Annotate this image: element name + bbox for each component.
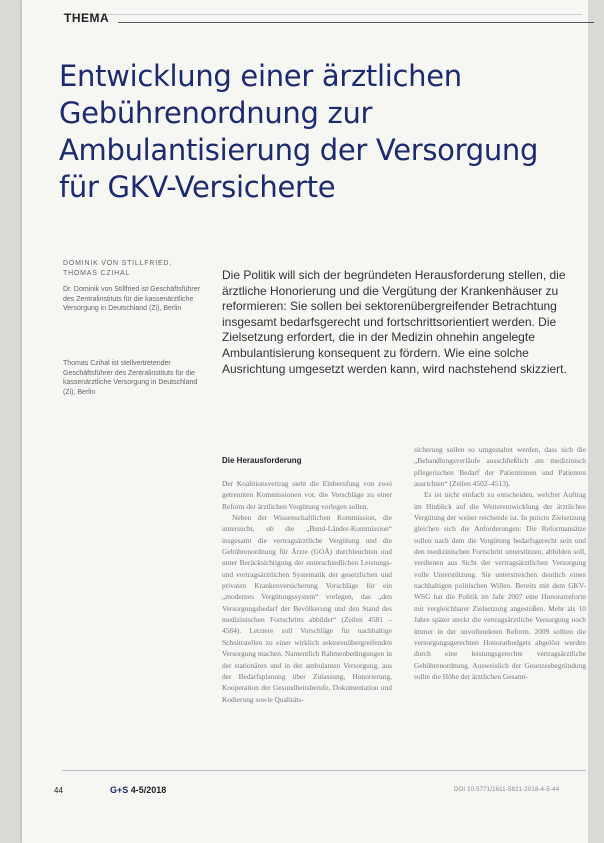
lead-paragraph: Die Politik will sich der begründeten Herausforderung stellen, die ärztliche Honorierung und die Vergütung der Krankenhäuser zu reformieren: Sie sollen bei sektorenübergreifender Betrachtung insgesamt bedarfsgerecht und fortschrittsorientiert werden. Die Zielsetzung erfordert, die in der Medizin ohnehin angelegte Ambulantisierung konsequent zu fördern. Wie eine solche Ausrichtung umgesetzt werden kann, wird nachstehend skizziert. bbox=[222, 268, 567, 376]
journal-name: G+S bbox=[110, 785, 129, 795]
title-line-1: Entwicklung einer ärztlichen bbox=[59, 59, 462, 93]
issue-number: 4-5/2018 bbox=[130, 785, 167, 795]
body-paragraph: Es ist nicht einfach zu entscheiden, welcher Auftrag im Hinblick auf die Weiterentwicklung der ärztlichen Vergütung der weiter reichende ist. In puncto Zielsetzung gleichen sich die Anforderungen: Die Reformansätze sollen nach dem die Vergütung bedarfsgerecht sein und den medizinischen Fortschritt unterstützen, abbilden soll, verdienen aus Sicht der vertragsärztlichen Versorgung volle Unterstützung. Sie unterstreichen deutlich einen nachhaltigen politischen Willen. Bereits mit dem GKV-WSG hat die Politik im Jahr 2007 eine Honorarreform mit vergleichbarer Zielsetzung angestoßen. Mehr als 10 Jahre später steckt die vertragsärztliche Versorgung noch immer in der unvollendeten Reform. 2009 sollten die versorgungsgerechten Honorarbudgets abgelöst werden durch eine leistungsgerechte vertragsärztliche Gebührenordnung. Ausweislich der Gesetzesbegründung sollte die Höhe der ärztlichen Gesamt- bbox=[414, 490, 586, 681]
top-rule bbox=[62, 14, 582, 15]
page bbox=[22, 0, 588, 843]
body-paragraph: sicherung sollen so umgestaltet werden, dass sich die „Behandlungsverläufe ausschließlich am medizinisch pflegerischen Bedarf der Patientinnen und Patienten ausrichten“ (Zeilen 4502–4513). bbox=[414, 445, 586, 489]
title-line-3: Ambulantisierung der Versorgung bbox=[59, 133, 539, 167]
author-bio-1: Dr. Dominik von Stillfried ist Geschäftsführer des Zentralinstituts für die kassenärztliche Versorgung in Deutschland (Zi), Berlin bbox=[63, 286, 200, 312]
journal-issue bbox=[110, 785, 166, 795]
body-paragraph: Neben der Wissenschaftlichen Kommission, die untersucht, ob die „Bund-Länder-Kommission“ insgesamt die vertragsärztliche Vergütung und die Gebührenordnung für Ärzte (GOÄ) durchleuchten und unter Berücksichtigung der unterschiedlichen Leistungs- und vertragsärztlichen Systematik der gesetzlichen und privaten Krankenversicherung Vorschläge für ein „modernes Vergütungssystem“ vorlegen, das „den Versorgungsbedarf der Bevölkerung und den Stand des medizinischen Fortschritts abbildet“ (Zeilen 4581 – 4584). Letztere soll Vorschläge für nachhaltige Schnittstellen zu einer wirklich sektorenübergreifenden Versorgung machen. Namentlich Rahmenbedingungen in der stationären und in der ambulanten Versorgung, aus der Bedarfsplanung über Zulassung, Honorierung, Kooperation der Gesundheitsberufe, Dokumentation und Kodierung sowie Qualitäts- bbox=[222, 513, 392, 704]
footer-rule bbox=[62, 770, 586, 771]
doi: DOI 10.5771/1611-5821-2018-4-5-44 bbox=[454, 787, 560, 793]
author-bio-2: Thomas Czihal ist stellvertretender Geschäftsführer des Zentralinstituts für die kassenärztliche Versorgung in Deutschland (Zi), Berlin bbox=[63, 360, 198, 396]
author-names bbox=[63, 259, 223, 279]
section-subheading: Die Herausforderung bbox=[222, 456, 302, 465]
title-line-2: Gebührenordnung zur bbox=[59, 96, 373, 130]
body-column-right bbox=[414, 444, 586, 682]
title-line-4: für GKV-Versicherte bbox=[59, 170, 336, 204]
article-title bbox=[59, 58, 599, 206]
author-line-2: THOMAS CZIHAL bbox=[63, 270, 131, 277]
body-column-left bbox=[222, 478, 392, 705]
body-paragraph: Der Koalitionsvertrag sieht die Einberufung von zwei getrennten Kommissionen vor, die Vorschläge zu einer Reform der ärztlichen Vergütung vorlegen sollen. bbox=[222, 479, 392, 511]
author-line-1: DOMINIK VON STILLFRIED, bbox=[63, 260, 173, 267]
section-rule bbox=[118, 22, 594, 23]
page-number: 44 bbox=[54, 786, 63, 795]
section-label: THEMA bbox=[64, 11, 110, 25]
